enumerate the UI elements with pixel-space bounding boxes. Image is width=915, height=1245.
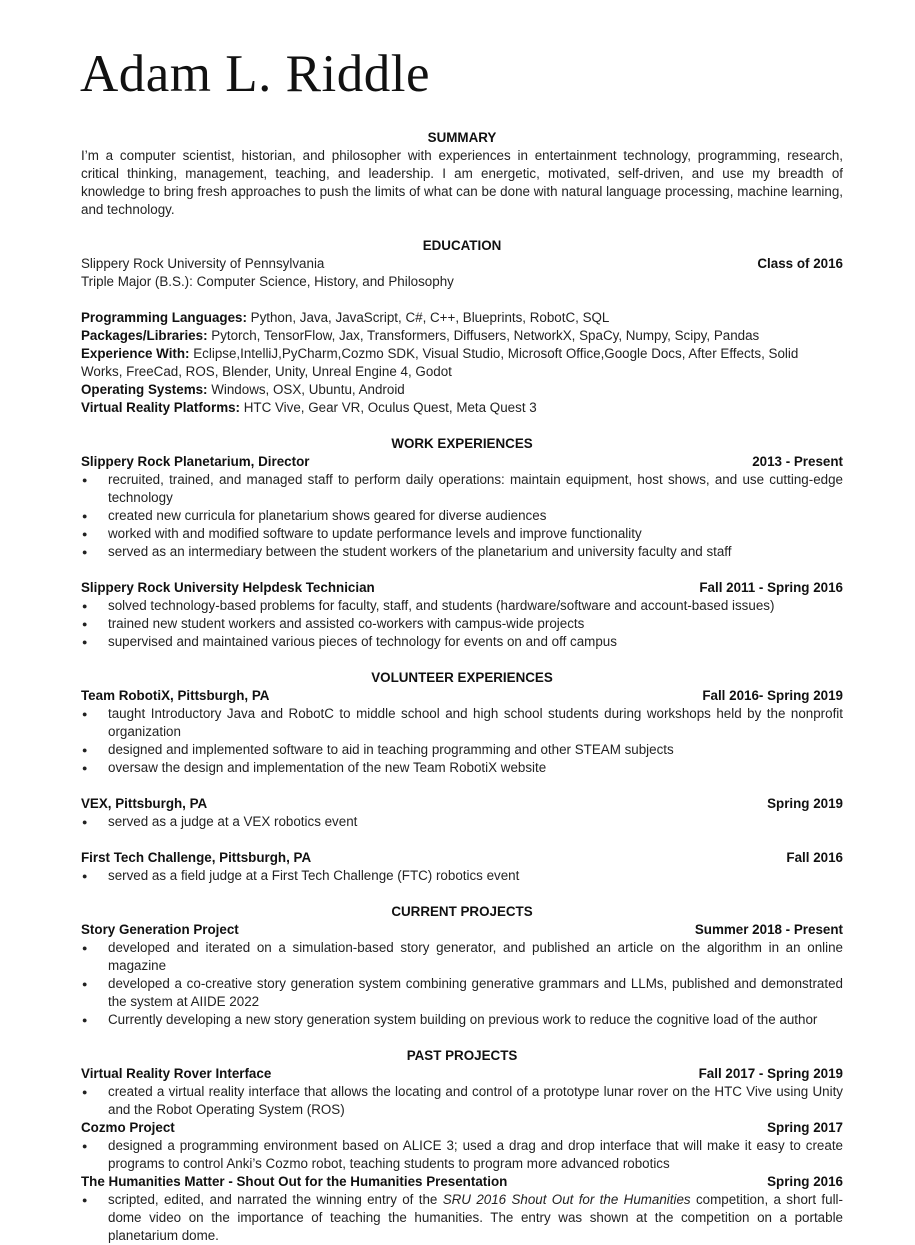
summary-heading: SUMMARY [427,130,497,145]
bullet-item [81,1191,843,1245]
volunteer-entry-header [81,795,843,813]
skills-label: Virtual Reality Platforms: [81,400,241,415]
past-projects-heading: PAST PROJECTS [406,1048,518,1063]
volunteer-entry-header [81,687,843,705]
volunteer-entry-title: First Tech Challenge, Pittsburgh, PA [81,850,312,865]
project-entry-date: Spring 2017 [767,1120,843,1135]
volunteer-entry-date: Spring 2019 [767,796,843,811]
project-entry-header [81,1065,843,1083]
bullet-item: ● Currently developing a new story generation system building on previous work to reduce the cognitive load of the author [81,1011,843,1029]
project-entry-date: Fall 2017 - Spring 2019 [698,1066,843,1081]
resume-name: Adam L. Riddle [80,45,430,103]
bullet-item: ● supervised and maintained various pieces of technology for events on and off campus [81,633,843,651]
project-entry-title: The Humanities Matter - Shout Out for the Humanities Presentation [81,1174,508,1189]
bullet-item: ● designed and implemented software to aid in teaching programming and other STEAM subjects [81,741,843,759]
work-entry-title: Slippery Rock Planetarium, Director [81,454,310,469]
volunteer-entry-bullets [81,705,843,777]
work-entry-header [81,579,843,597]
work-entry-bullets [81,597,843,651]
work-entry-title: Slippery Rock University Helpdesk Technician [81,580,375,595]
skills-packages [81,327,843,345]
volunteer-entry-header [81,849,843,867]
current-projects-heading: CURRENT PROJECTS [391,904,533,919]
volunteer-entry-bullets [81,813,843,831]
project-entry-bullets [81,939,843,1029]
volunteer-entry-date: Fall 2016 [786,850,843,865]
summary-text: I’m a computer scientist, historian, and philosopher with experiences in entertainment technology, programming, research, critical thinking, management, teaching, and leadership. I am energetic, motivated, self-driven, and use my breadth of knowledge to bring fresh approaches to push the limits of what can be done with natural language processing, machine learning, and technology. [81,148,843,217]
bullet-item: ● trained new student workers and assisted co-workers with campus-wide projects [81,615,843,633]
volunteer-entry-title: VEX, Pittsburgh, PA [81,796,208,811]
skills-programming [81,309,843,327]
resume-content [81,129,843,1245]
skills-label: Packages/Libraries: [81,328,208,343]
volunteer-entry-title: Team RobotiX, Pittsburgh, PA [81,688,270,703]
project-entry-bullets [81,1191,843,1245]
skills-value: Windows, OSX, Ubuntu, Android [207,382,405,397]
project-entry-header [81,1119,843,1137]
project-entry-title: Story Generation Project [81,922,239,937]
skills-value: Python, Java, JavaScript, C#, C++, Blueprints, RobotC, SQL [246,310,610,325]
bullet-item: ● developed a co-creative story generation system combining generative grammars and LLMs, published and demonstrated the system at AIIDE 2022 [81,975,843,1011]
skills-label: Operating Systems: [81,382,208,397]
work-entry-date: 2013 - Present [752,454,843,469]
skills-value: Eclipse,IntelliJ,PyCharm,Cozmo SDK, Visual Studio, Microsoft Office,Google Docs, After Effects, Solid Works, FreeCad, ROS, Blender, Unity, Unreal Engine 4, Godot [81,346,799,379]
skills-value: Pytorch, TensorFlow, Jax, Transformers, Diffusers, NetworkX, SpaCy, Numpy, Scipy, Pandas [207,328,760,343]
education-degree: Triple Major (B.S.): Computer Science, History, and Philosophy [81,274,454,289]
bullet-item: ● oversaw the design and implementation of the new Team RobotiX website [81,759,843,777]
bullet-item: ● served as an intermediary between the student workers of the planetarium and university faculty and staff [81,543,843,561]
skills-os [81,381,843,399]
project-entry-title: Virtual Reality Rover Interface [81,1066,272,1081]
bullet-item: ● created new curricula for planetarium shows geared for diverse audiences [81,507,843,525]
bullet-text: scripted, edited, and narrated the winning entry of the [108,1192,443,1207]
bullet-italic-text: SRU 2016 Shout Out for the Humanities [442,1192,691,1207]
education-heading: EDUCATION [422,238,502,253]
volunteer-entry-date: Fall 2016- Spring 2019 [702,688,843,703]
work-entry-bullets [81,471,843,561]
education-class: Class of 2016 [757,256,843,271]
bullet-item: ● solved technology-based problems for faculty, staff, and students (hardware/software and account-based issues) [81,597,843,615]
volunteer-heading: VOLUNTEER EXPERIENCES [371,670,553,685]
skills-value: HTC Vive, Gear VR, Oculus Quest, Meta Quest 3 [240,400,537,415]
volunteer-entry-bullets [81,867,843,885]
bullet-text: competition, a short full-dome video on the importance of teaching the humanities. The entry was shown at the competition on a portable planetarium dome. [108,1192,843,1243]
skills-label: Experience With: [81,346,190,361]
project-entry-header [81,921,843,939]
project-entry-date: Summer 2018 - Present [694,922,843,937]
bullet-item: ● taught Introductory Java and RobotC to middle school and high school students during workshops held by the nonprofit organization [81,705,843,741]
project-entry-bullets [81,1083,843,1119]
work-entry-header [81,453,843,471]
project-entry-title: Cozmo Project [81,1120,175,1135]
education-school: Slippery Rock University of Pennsylvania [81,256,325,271]
work-entry-date: Fall 2011 - Spring 2016 [699,580,843,595]
skills-vr [81,399,843,417]
bullet-item: ● designed a programming environment based on ALICE 3; used a drag and drop interface that will make it easy to create programs to control Anki’s Cozmo robot, teaching students to program more advanced robotics [81,1137,843,1173]
work-heading: WORK EXPERIENCES [391,436,533,451]
bullet-item: ● served as a field judge at a First Tech Challenge (FTC) robotics event [81,867,843,885]
project-entry-header [81,1173,843,1191]
project-entry-date: Spring 2016 [767,1174,843,1189]
education-row [81,255,843,273]
skills-experience [81,345,843,381]
bullet-item: ● worked with and modified software to update performance levels and improve functionality [81,525,843,543]
bullet-item: ● created a virtual reality interface that allows the locating and control of a prototype lunar rover on the HTC Vive using Unity and the Robot Operating System (ROS) [81,1083,843,1119]
bullet-item: ● served as a judge at a VEX robotics event [81,813,843,831]
bullet-item: ● developed and iterated on a simulation-based story generator, and published an article on the algorithm in an online magazine [81,939,843,975]
project-entry-bullets [81,1137,843,1173]
skills-label: Programming Languages: [81,310,247,325]
bullet-item: ● recruited, trained, and managed staff to perform daily operations: maintain equipment, host shows, and use cutting-edge technology [81,471,843,507]
